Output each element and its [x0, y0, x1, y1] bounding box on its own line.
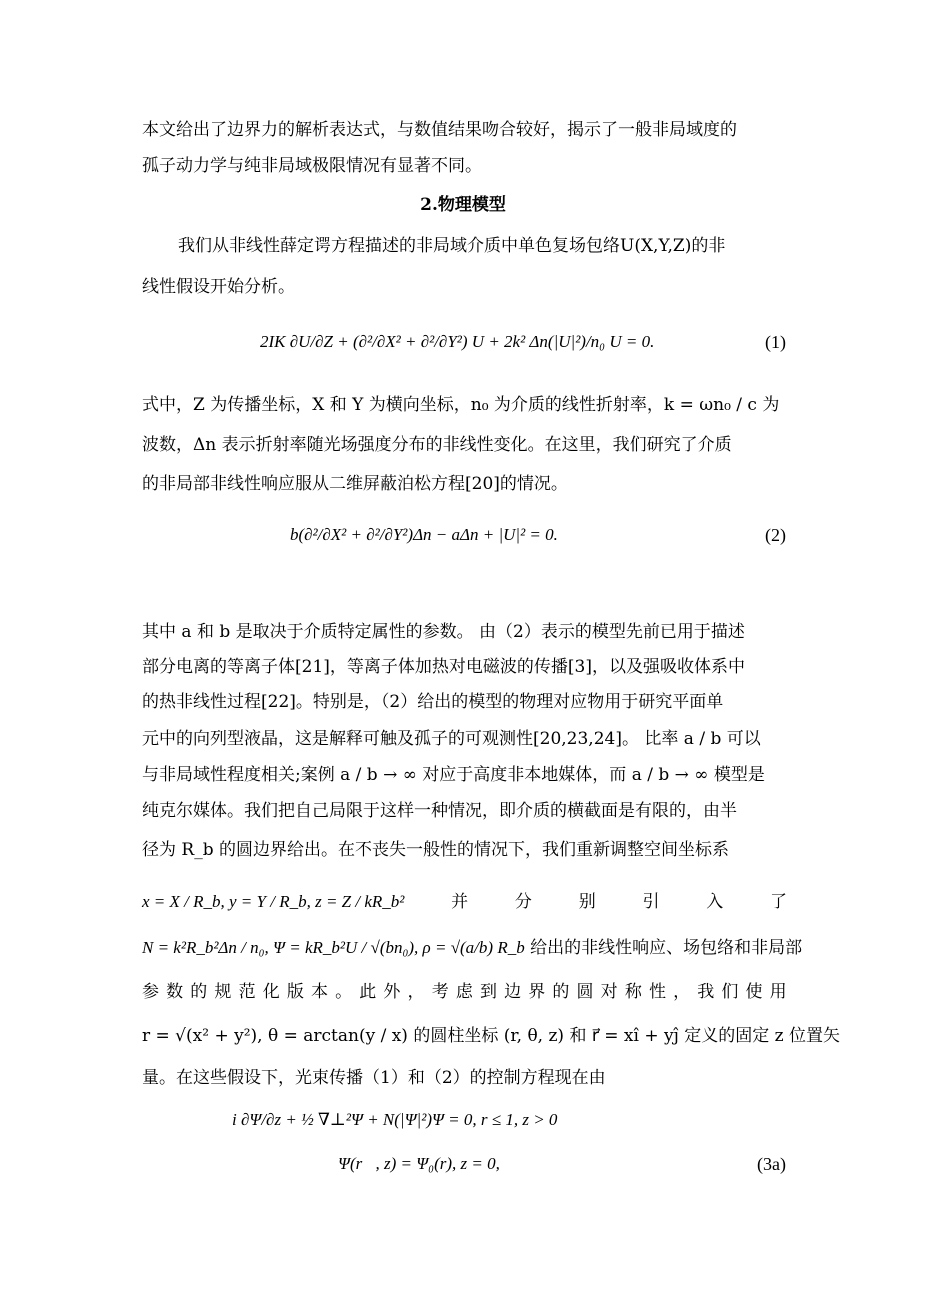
- word: 圆: [576, 982, 594, 1002]
- paragraph-3-line-2: 波数，Δn 表示折射率随光场强度分布的非线性变化。在这里，我们研究了介质: [142, 435, 732, 455]
- word: 的: [190, 982, 208, 1002]
- word: 引: [642, 892, 660, 912]
- word: 范: [238, 982, 256, 1002]
- word: 版: [286, 982, 304, 1002]
- word: 并: [451, 892, 469, 912]
- word: 数: [166, 982, 184, 1002]
- word: 们: [721, 982, 739, 1002]
- word: 了: [769, 892, 787, 912]
- paragraph-3-line-1: 式中，Z 为传播坐标，X 和 Y 为横向坐标，n₀ 为介质的线性折射率，k = ωn₀ / c 为: [142, 395, 780, 415]
- word: 虑: [455, 982, 473, 1002]
- paragraph-2-line-2: 线性假设开始分析。: [142, 277, 295, 297]
- paragraph-4-line-6: 纯克尔媒体。我们把自己局限于这样一种情况，即介质的横截面是有限的，由半: [142, 801, 737, 821]
- word: 考: [431, 982, 449, 1002]
- normalization-formula: N = k²R_b²Δn / n₀, Ψ = kR_b²U / √(bn₀), ρ = √(a/b) R_b: [142, 938, 525, 957]
- word: 边: [504, 982, 522, 1002]
- word: 我: [697, 982, 715, 1002]
- word: 对: [600, 982, 618, 1002]
- section-heading: 2.物理模型: [420, 195, 506, 215]
- coordinate-rescaling-formula: x = X / R_b, y = Y / R_b, z = Z / kR_b²: [142, 892, 405, 911]
- word: 称: [624, 982, 642, 1002]
- paragraph-4-line-9: [142, 936, 803, 960]
- word: 。: [335, 982, 353, 1002]
- word: 本: [310, 982, 328, 1002]
- paragraph-4-line-3: 的热非线性过程[22]。特别是，（2）给出的模型的物理对应物用于研究平面单: [142, 692, 724, 712]
- word: 别: [578, 892, 596, 912]
- word: 参: [142, 982, 159, 1002]
- paragraph-4-line-10: [142, 980, 787, 1004]
- word: 外: [383, 982, 401, 1002]
- paragraph-4-line-2: 部分电离的等离子体[21]，等离子体加热对电磁波的传播[3]，以及强吸收体系中: [142, 657, 745, 677]
- word: 此: [359, 982, 377, 1002]
- paragraph-4-line-5: 与非局域性程度相关;案例 a / b → ∞ 对应于高度非本地媒体，而 a / b → ∞ 模型是: [142, 765, 765, 785]
- paragraph-1-line-1: 本文给出了边界力的解析表达式，与数值结果吻合较好，揭示了一般非局域度的: [142, 120, 737, 140]
- paragraph-4-line-4: 元中的向列型液晶，这是解释可触及孤子的可观测性[20,23,24]。 比率 a / b 可以: [142, 729, 761, 749]
- word: 界: [528, 982, 546, 1002]
- paragraph-4-line-12: 量。在这些假设下，光束传播（1）和（2）的控制方程现在由: [142, 1068, 606, 1088]
- equation-2: b(∂²/∂X² + ∂²/∂Y²)Δn − aΔn + |U|² = 0.: [290, 525, 558, 544]
- equation-3a-line-2: Ψ(r⃗, z) = Ψ₀(r), z = 0,: [338, 1154, 500, 1173]
- equation-1: 2IK ∂U/∂Z + (∂²/∂X² + ∂²/∂Y²) U + 2k² Δn(|U|²)/n₀ U = 0.: [260, 332, 655, 351]
- word: 的: [552, 982, 570, 1002]
- paragraph-1-line-2: 孤子动力学与纯非局域极限情况有显著不同。: [142, 156, 482, 176]
- word: 到: [479, 982, 497, 1002]
- word: 规: [214, 982, 232, 1002]
- word: 化: [262, 982, 280, 1002]
- equation-3a-number: (3a): [757, 1154, 786, 1174]
- equation-3a-line-1: i ∂Ψ/∂z + ½ ∇⊥²Ψ + N(|Ψ|²)Ψ = 0, r ≤ 1, z > 0: [232, 1110, 558, 1129]
- paragraph-4-line-1: 其中 a 和 b 是取决于介质特定属性的参数。 由（2）表示的模型先前已用于描述: [142, 622, 745, 642]
- word: 使: [745, 982, 763, 1002]
- word: 入: [706, 892, 724, 912]
- word: 性: [648, 982, 666, 1002]
- word: ，: [673, 982, 691, 1002]
- word: 分: [514, 892, 532, 912]
- word: ，: [407, 982, 425, 1002]
- equation-2-number: (2): [765, 525, 786, 545]
- paragraph-2-line-1: 我们从非线性薛定谔方程描述的非局域介质中单色复场包络U(X,Y,Z)的非: [178, 236, 726, 256]
- equation-1-number: (1): [765, 332, 786, 352]
- paragraph-4-line-7: 径为 R_b 的圆边界给出。在不丧失一般性的情况下，我们重新调整空间坐标系: [142, 840, 729, 860]
- paragraph-3-line-3: 的非局部非线性响应服从二维屏蔽泊松方程[20]的情况。: [142, 474, 568, 494]
- paragraph-4-line-11: r = √(x² + y²), θ = arctan(y / x) 的圆柱坐标 (r, θ, z) 和 r⃗ = xî + yĵ 定义的固定 z 位置矢: [142, 1026, 841, 1046]
- word: 用: [769, 982, 787, 1002]
- paragraph-4-line-8: [142, 890, 787, 914]
- paragraph-4-line-9-text: 给出的非线性响应、场包络和非局部: [530, 938, 803, 958]
